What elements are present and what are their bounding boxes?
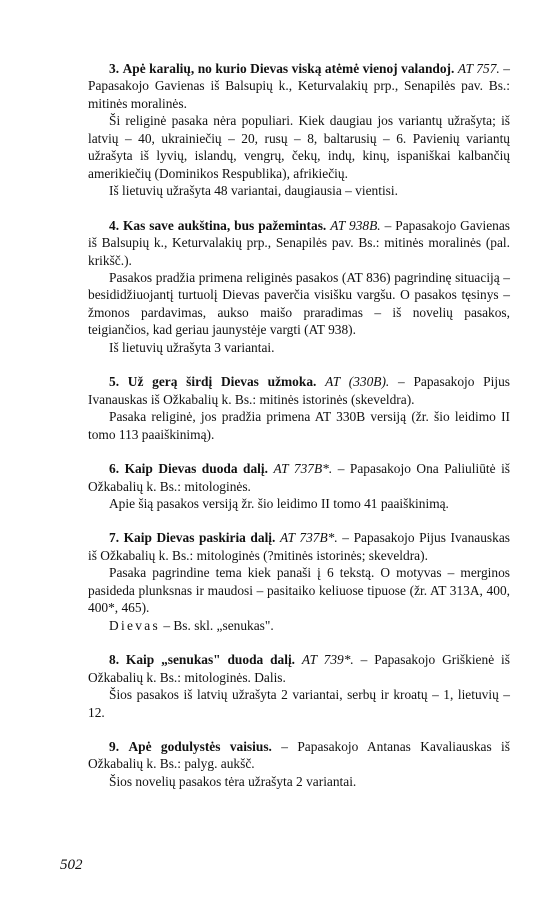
tale-type-ref: AT (330B). [325,374,390,390]
dialect-explanation: – Bs. skl. „senukas". [159,617,274,633]
entry-heading [88,529,510,564]
entry-9 [88,738,510,790]
entry-heading [88,60,510,112]
dialect-note [88,617,510,634]
entry-heading [88,738,510,773]
entry-heading [88,217,510,269]
entry-number: 4. [109,217,120,233]
entry-number: 3. [109,61,120,76]
entry-title: Kaip Dievas duoda dalį. [124,461,268,477]
entry-paragraph: Pasakos pradžia primena religinės pasakos (AT 836) pagrindinę situaciją – besididžiuojantį turtuolį Dievas paverčia visišku vargšu. O pasakos tęsinys – žmonos pardavimas, aukso maišo praradimas – iš novelių pasakos, teigiančios, kad geriau jaunystėje vargti (AT 938). [88,269,510,338]
entry-3 [88,60,510,200]
dialect-word: Dievas [109,617,160,633]
tale-type-ref: AT 739*. [301,652,354,668]
entry-heading [88,460,510,495]
entry-title: Už gerą širdį Dievas užmoka. [127,374,317,390]
entry-5 [88,373,510,443]
entry-heading [88,651,510,686]
tale-type-ref: AT 938B. [330,217,381,233]
tale-type-ref: AT 737B*. [279,530,338,546]
entry-heading [88,373,510,408]
entry-paragraph: Apie šią pasakos versiją žr. šio leidimo II tomo 41 paaiškinimą. [109,495,449,511]
entry-paragraph: Ši religinė pasaka nėra populiari. Kiek daugiau jos variantų užrašyta; iš latvių – 40, ukrainiečių – 20, rusų – 8, baltarusių – 6. Pavienių variantų užrašyta iš lyvių, islandų, vengrų, čekų, indų, kinų, ispaniškai kalbančių amerikiečių (Dominikos Respublika), afrikiečių. [88,113,510,181]
entry-title: Kas save aukština, bus pažemintas. [123,217,327,233]
entry-source: – Papasakojo Ona Paliuliūtė iš Ožkabalių k. Bs.: mitologinės. [88,461,510,494]
entry-source: – Papasakojo Antanas Kavaliauskas iš Ožkabalių k. Bs.: palyg. aukšč. [88,738,510,772]
entry-paragraph: Šios pasakos iš latvių užrašyta 2 variantai, serbų ir kroatų – 1, lietuvių – 12. [88,687,510,720]
entry-number: 5. [109,374,120,390]
entry-source: – Papasakojo Griškienė iš Ožkabalių k. Bs.: mitologinės. Dalis. [88,652,510,685]
tale-type-ref: AT 737B*. [273,461,333,477]
entry-number: 6. [109,461,120,477]
entry-4 [88,217,510,357]
entry-7 [88,529,510,634]
entry-title: Apė godulystės vaisius. [128,738,272,754]
entry-title: Apė karalių, no kurio Dievas viską atėmė vienoj valandoj. [122,61,455,76]
entry-paragraph: Pasaka pagrindine tema kiek panaši į 6 tekstą. O motyvas – merginos pasideda plunksnas ir maudosi – pasitaiko keliuose tipuose (žr. AT 313A, 400, 400*, 465). [88,565,510,616]
entry-paragraph: Iš lietuvių užrašyta 48 variantai, daugiausia – vientisi. [109,183,398,199]
entry-title: Kaip „senukas" duoda dalį. [125,652,296,668]
entry-source: – Papasakojo Pijus Ivanauskas iš Ožkabalių k. Bs.: mitologinės (?mitinės istorinės; skeveldra). [88,530,510,563]
tale-type-ref: AT 757. [457,61,500,76]
entry-paragraph: Šios novelių pasakos tėra užrašyta 2 variantai. [109,773,357,789]
commentary-text [88,60,510,790]
entry-number: 8. [109,652,120,668]
entry-8 [88,651,510,721]
entry-number: 7. [109,530,120,546]
entry-paragraph: Pasaka religinė, jos pradžia primena AT 330B versiją (žr. šio leidimo II tomo 113 paaiškinimą). [88,409,510,442]
entry-source: – Papasakojo Gavienas iš Balsupių k., Keturvalakių prp., Senapilės pav. Bs.: mitinės moralinės. [88,61,510,111]
entry-number: 9. [109,738,120,754]
entry-paragraph: Iš lietuvių užrašyta 3 variantai. [109,339,275,355]
entry-6 [88,460,510,512]
page-number: 502 [60,857,83,873]
entry-title: Kaip Dievas paskiria dalį. [123,530,276,546]
entry-source: – Papasakojo Gavienas iš Balsupių k., Keturvalakių prp., Senapilės pav. Bs.: mitinės moralinės (pal. krikšč.). [88,217,510,268]
entry-source: – Papasakojo Pijus Ivanauskas iš Ožkabalių k. Bs.: mitinės istorinės (skeveldra). [88,374,510,407]
